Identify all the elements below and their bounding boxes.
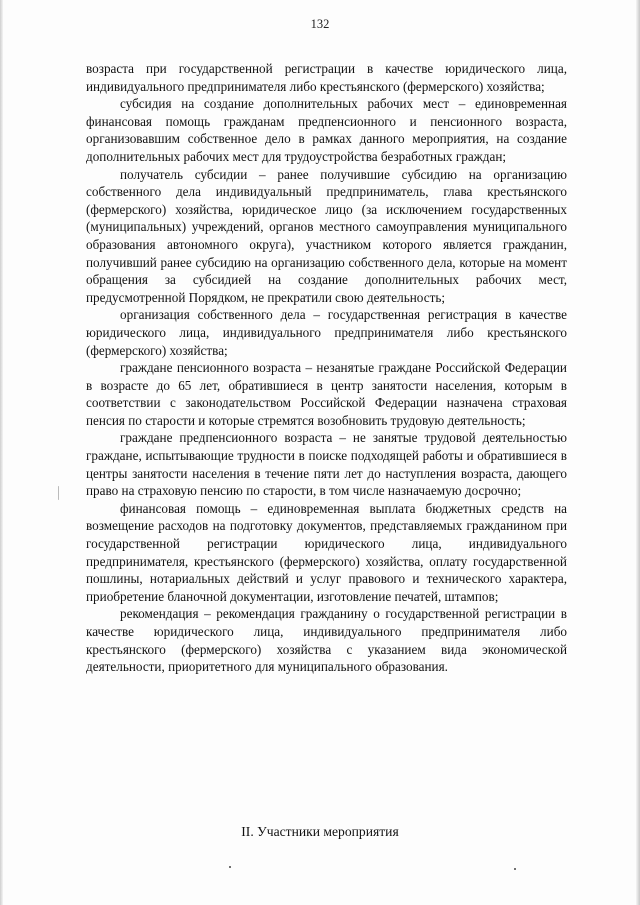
scan-speck	[514, 868, 516, 870]
document-body	[86, 60, 567, 676]
scan-speck	[229, 866, 231, 868]
scan-mark	[58, 486, 59, 500]
paragraph-7: финансовая помощь – единовременная выплата бюджетных средств на возмещение расходов на подготовку документов, представляемых гражданином при государственной регистрации юридического лица, индивидуального предпринимателя, крестьянского (фермерского) хозяйства, оплату государственной пошлины, нотариальных действий и услуг правового и технического характера, приобретение бланочной документации, изготовление печатей, штампов;	[86, 500, 567, 604]
paragraph-8: рекомендация – рекомендация гражданину о государственной регистрации в качестве юридического лица, индивидуального предпринимателя либо крестьянского (фермерского) хозяйства с указанием вида экономической деятельности, приоритетного для муниципального образования.	[86, 606, 567, 675]
page-number: 132	[310, 17, 330, 31]
paragraph-5: граждане пенсионного возраста – незанятые граждане Российской Федерации в возрасте до 65 лет, обратившиеся в центр занятости населения, которым в соответствии с законодательством Российской Федерации назначена страховая пенсия по старости и которые стремятся возобновить трудовую деятельность;	[86, 360, 567, 428]
paragraph-4: организация собственного дела – государственная регистрация в качестве юридического лица, индивидуального предпринимателя либо крестьянского (фермерского) хозяйства;	[86, 307, 567, 358]
paragraph-3: получатель субсидии – ранее получившие субсидию на организацию собственного дела индивидуальный предприниматель, глава крестьянского (фермерского) хозяйства, юридическое лицо (за исключением государственных (муниципальных) учреждений, органов местного самоуправления муниципального образования автономного округа), участником которого является гражданин, получивший ранее субсидию на организацию собственного дела, которые на момент обращения за субсидией на создание дополнительных рабочих мест, предусмотренной Порядком, не прекратили свою деятельность;	[86, 166, 567, 305]
section-heading: II. Участники мероприятия	[241, 824, 399, 839]
page-right-edge	[636, 0, 640, 905]
paragraph-1: возраста при государственной регистрации в качестве юридического лица, индивидуального предпринимателя либо крестьянского (фермерского) хозяйства;	[86, 61, 567, 94]
page-left-edge	[0, 0, 3, 905]
paragraph-6: граждане предпенсионного возраста – не занятые трудовой деятельностью граждане, испытывающие трудности в поиске подходящей работы и обратившиеся в центры занятости населения в течение пяти лет до наступления возраста, дающего право на страховую пенсию по старости, в том числе назначаемую досрочно;	[86, 430, 567, 499]
paragraph-2: субсидия на создание дополнительных рабочих мест – единовременная финансовая помощь гражданам предпенсионного и пенсионного возраста, организовавшим собственное дело в рамках данного мероприятия, на создание дополнительных рабочих мест для трудоустройства безработных граждан;	[86, 96, 567, 164]
